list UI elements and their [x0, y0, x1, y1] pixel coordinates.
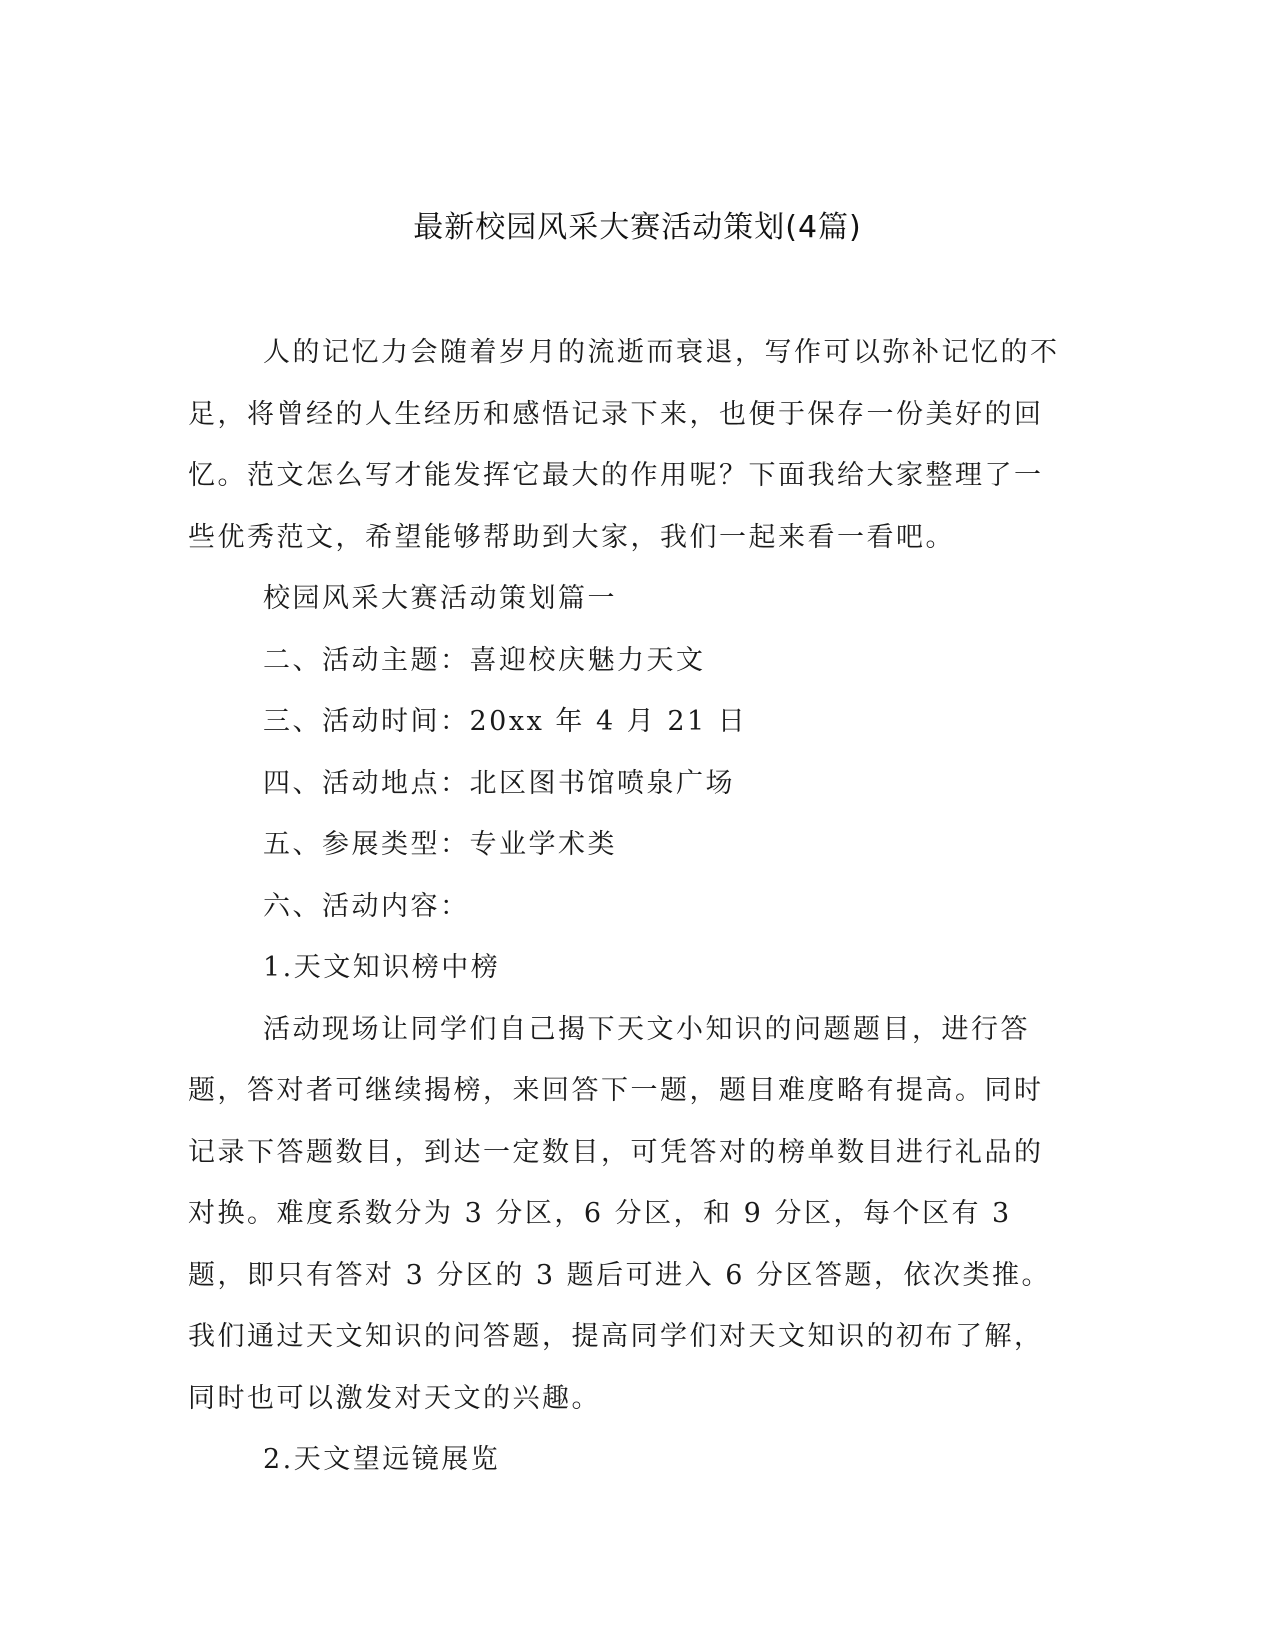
subsection-heading: 1.天文知识榜中榜 — [263, 952, 501, 983]
subsection-heading: 2.天文望远镜展览 — [263, 1444, 501, 1475]
intro-paragraph: 人的记忆力会随着岁月的流逝而衰退，写作可以弥补记忆的不足，将曾经的人生经历和感悟记录下来，也便于保存一份美好的回忆。范文怎么写才能发挥它最大的作用呢？下面我给大家整理了一些优秀范文，希望能够帮助到大家，我们一起来看一看吧。 — [188, 337, 1060, 553]
section-heading: 校园风采大赛活动策划篇一 — [263, 583, 617, 614]
list-item: 三、活动时间：20xx 年 4 月 21 日 — [263, 706, 748, 737]
body-paragraph: 活动现场让同学们自己揭下天文小知识的问题题目，进行答题，答对者可继续揭榜，来回答下一题，题目难度略有提高。同时记录下答题数目，到达一定数目，可凭答对的榜单数目进行礼品的对换。难度系数分为 3 分区，6 分区，和 9 分区，每个区有 3 题，即只有答对 3 分区的 3 题后可进入 6 分区答题，依次类推。我们通过天文知识的问答题，提高同学们对天文知识的初布了解，同时也可以激发对天文的兴趣。 — [188, 1013, 1052, 1414]
list-item: 二、活动主题：喜迎校庆魅力天文 — [263, 644, 706, 676]
document-title: 最新校园风采大赛活动策划(4篇) — [413, 210, 862, 245]
list-item: 四、活动地点：北区图书馆喷泉广场 — [263, 767, 735, 799]
list-item: 五、参展类型：专业学术类 — [263, 829, 617, 860]
document-body — [188, 322, 1068, 1491]
list-item: 六、活动内容： — [263, 890, 470, 922]
